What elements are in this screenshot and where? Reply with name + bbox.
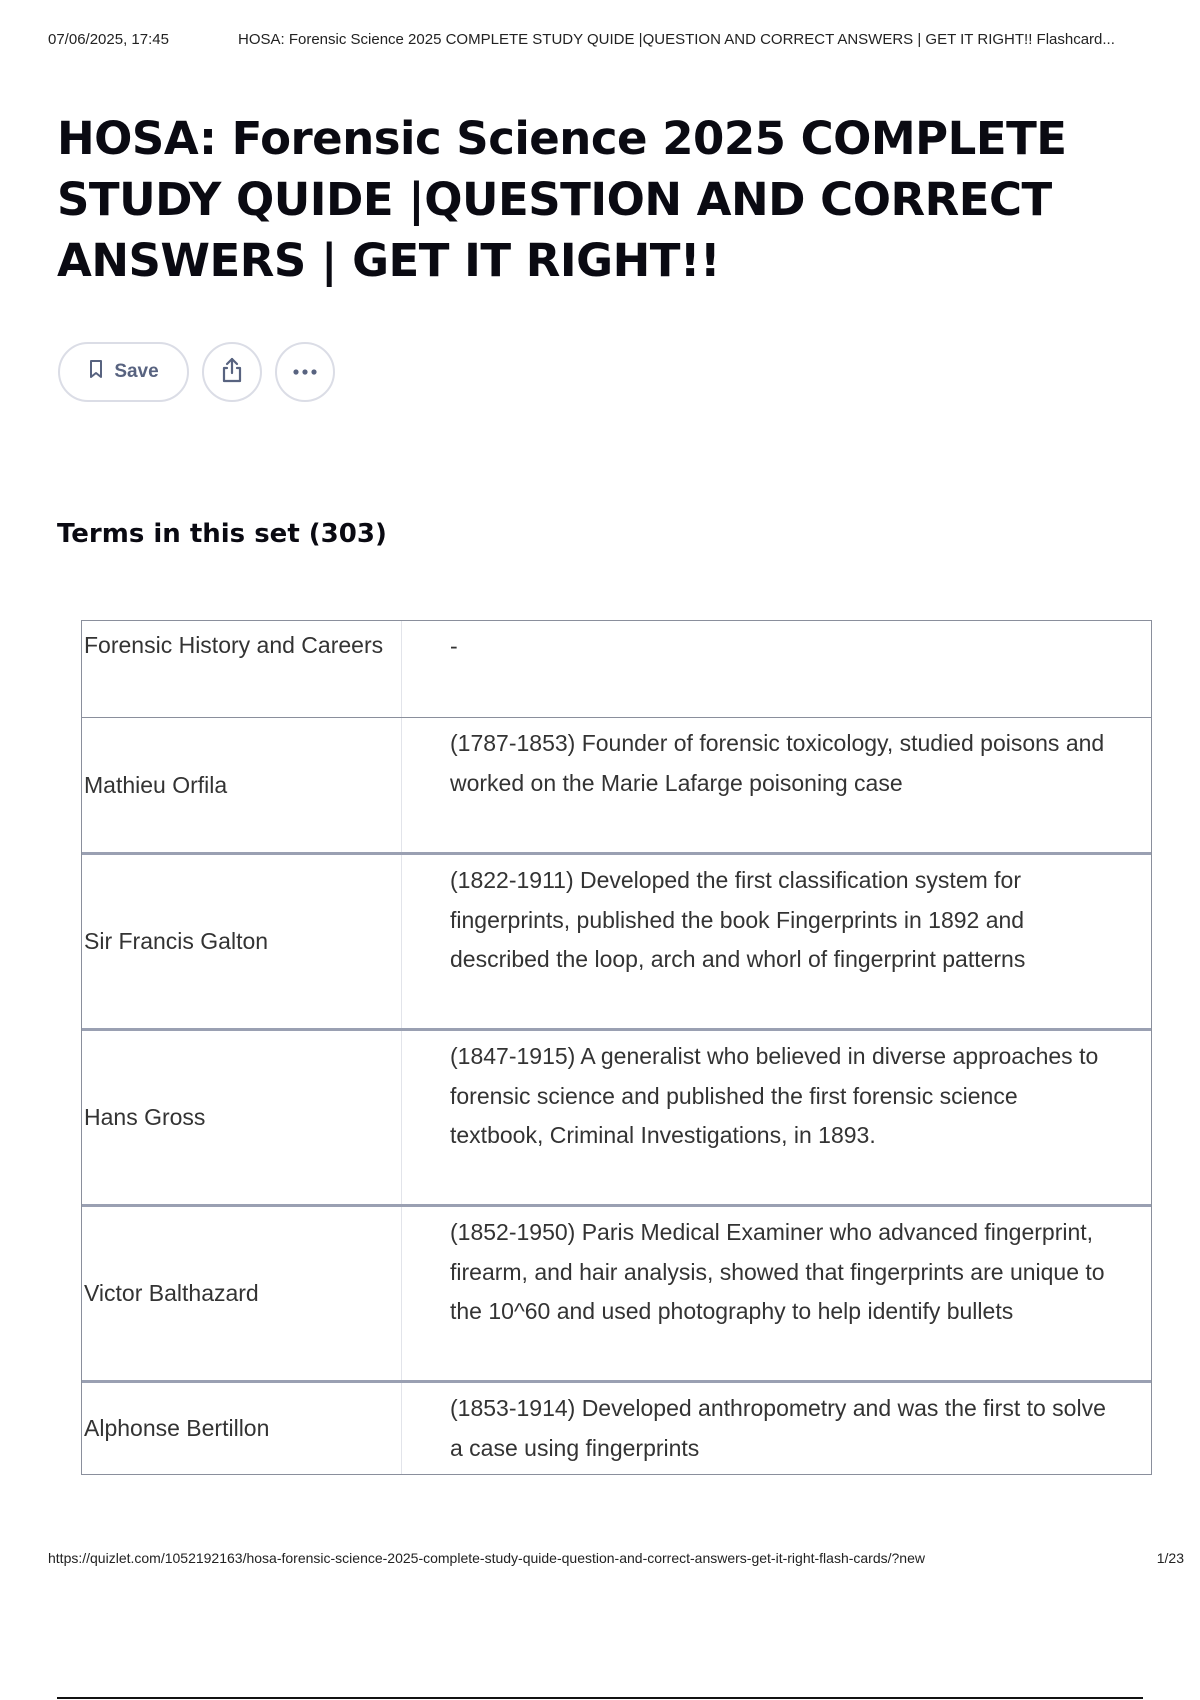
definition-cell: (1787-1853) Founder of forensic toxicology, studied poisons and worked on the Marie Lafarge poisoning case <box>450 730 1105 796</box>
table-row <box>82 717 1151 852</box>
definition-cell: (1822-1911) Developed the first classification system for fingerprints, published the book Fingerprints in 1892 and described the loop, arch and whorl of fingerprint patterns <box>450 867 1026 972</box>
definition-cell: - <box>450 633 458 659</box>
print-datetime: 07/06/2025, 17:45 <box>48 31 169 48</box>
terms-heading: Terms in this set (303) <box>57 519 387 549</box>
bookmark-icon <box>88 359 104 385</box>
term-cell: Sir Francis Galton <box>82 855 402 1028</box>
more-horizontal-icon <box>292 363 318 381</box>
table-row <box>82 1028 1151 1204</box>
print-document-title: HOSA: Forensic Science 2025 COMPLETE STUDY QUIDE |QUESTION AND CORRECT ANSWERS | GET IT RIGHT!! Flashcard... <box>238 31 1115 48</box>
definition-cell: (1852-1950) Paris Medical Examiner who advanced fingerprint, firearm, and hair analysis, showed that fingerprints are unique to the 10^60 and used photography to help identify bullets <box>450 1219 1105 1324</box>
print-url: https://quizlet.com/1052192163/hosa-forensic-science-2025-complete-study-quide-question-and-correct-answers-get-it-right-flash-cards/?new <box>48 1550 925 1566</box>
page-number: 1/23 <box>1156 1550 1184 1566</box>
definition-cell: (1853-1914) Developed anthropometry and was the first to solve a case using fingerprints <box>450 1395 1106 1461</box>
share-button[interactable] <box>202 342 262 402</box>
table-row <box>82 621 1151 717</box>
save-button[interactable] <box>58 342 189 402</box>
table-row <box>82 852 1151 1028</box>
term-cell: Alphonse Bertillon <box>82 1383 402 1474</box>
share-icon <box>219 356 245 389</box>
page-title: HOSA: Forensic Science 2025 COMPLETE STUDY QUIDE |QUESTION AND CORRECT ANSWERS | GET IT RIGHT!! <box>57 112 1067 287</box>
more-options-button[interactable] <box>275 342 335 402</box>
table-row <box>82 1380 1151 1474</box>
term-cell: Mathieu Orfila <box>82 718 402 852</box>
definition-cell: (1847-1915) A generalist who believed in diverse approaches to forensic science and published the first forensic science textbook, Criminal Investigations, in 1893. <box>450 1043 1099 1148</box>
terms-table <box>81 620 1152 1475</box>
term-cell: Forensic History and Careers <box>82 621 402 717</box>
divider <box>57 1697 1143 1699</box>
term-cell: Hans Gross <box>82 1031 402 1204</box>
save-button-label: Save <box>114 361 159 382</box>
table-row <box>82 1204 1151 1380</box>
term-cell: Victor Balthazard <box>82 1207 402 1380</box>
